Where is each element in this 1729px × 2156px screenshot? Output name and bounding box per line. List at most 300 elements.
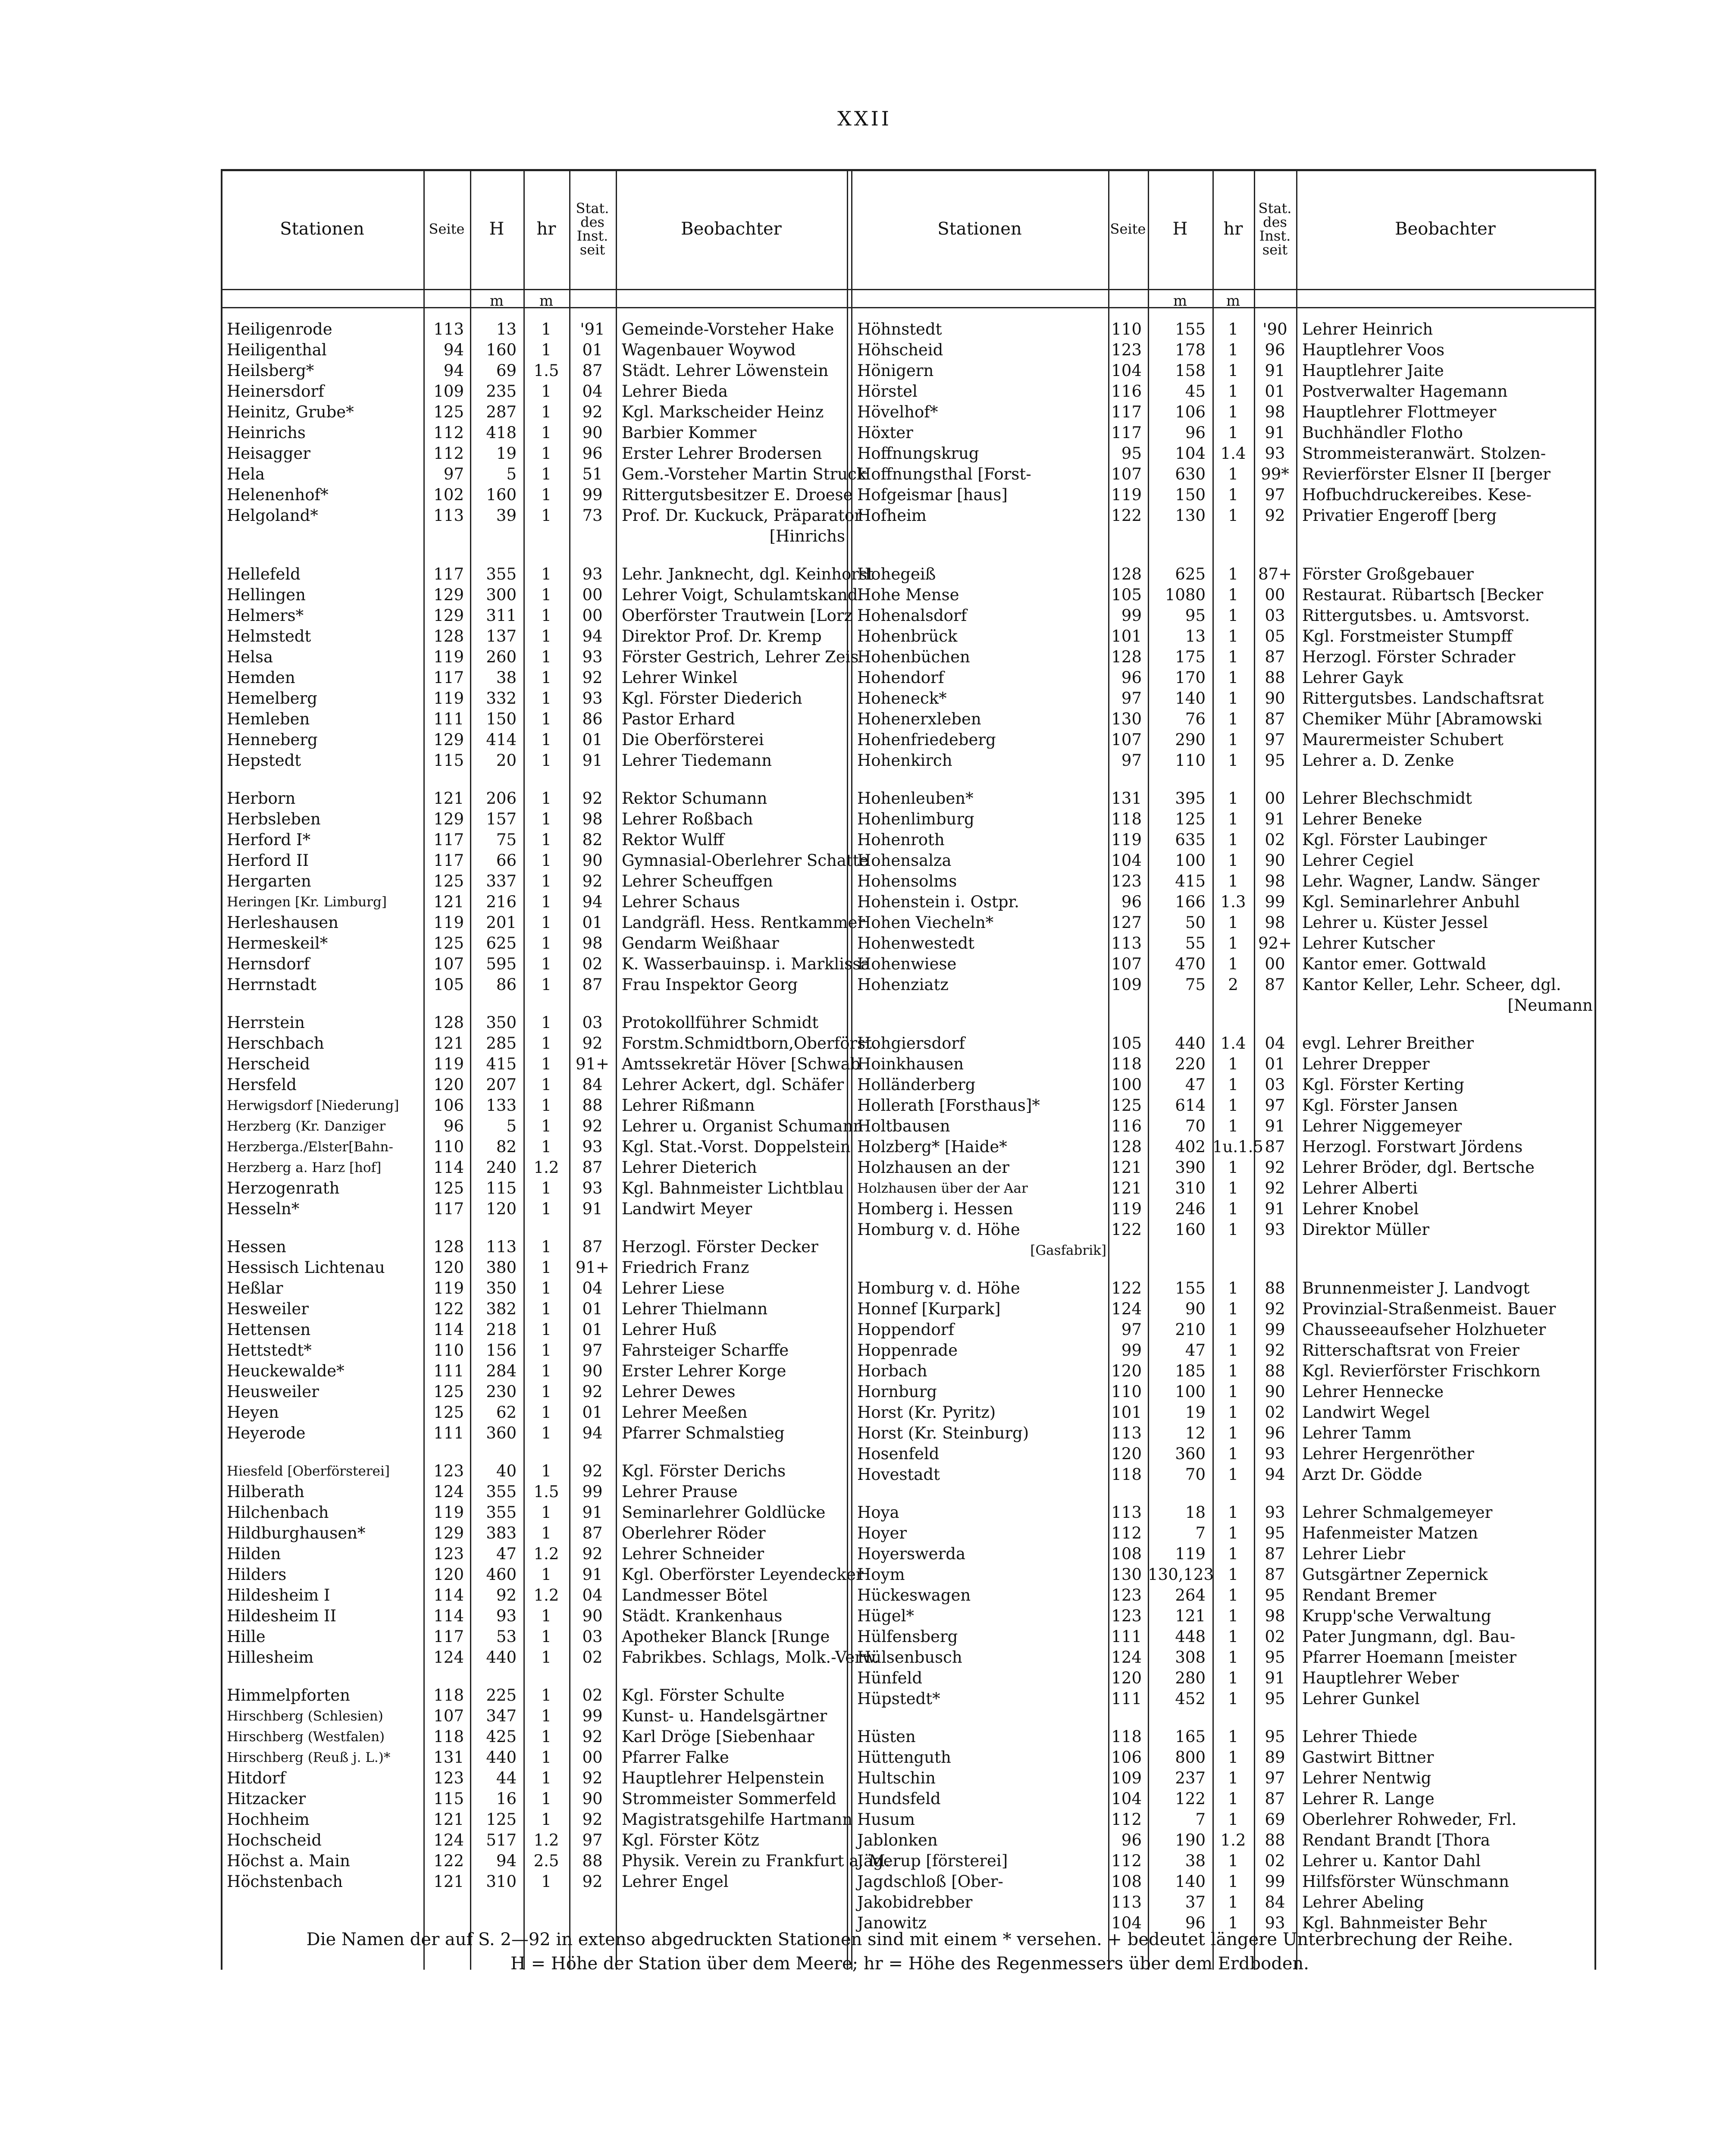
since-year-value: 96 xyxy=(582,444,603,463)
gauge-height-value: 1 xyxy=(541,1424,551,1442)
unit-hr-1: m xyxy=(1226,292,1240,310)
gauge-height-value: 1 xyxy=(1228,1669,1238,1687)
height-value: 178 xyxy=(1175,341,1206,359)
seite-value: 129 xyxy=(433,586,464,604)
table-row xyxy=(221,1278,1594,1299)
since-year-value: 87 xyxy=(582,1524,603,1542)
gauge-height-value: 1 xyxy=(1228,1300,1238,1318)
observer-name: Lehrer Dewes xyxy=(622,1382,736,1401)
since-year-value: 03 xyxy=(582,1013,603,1032)
since-year-value: 92 xyxy=(582,872,603,890)
seite-value: 100 xyxy=(1111,1075,1142,1094)
station-name: Hönigern xyxy=(857,361,934,380)
height-value: 285 xyxy=(486,1034,517,1053)
since-year-value: 84 xyxy=(582,1075,603,1094)
height-value: 160 xyxy=(1175,1220,1206,1239)
seite-value: 128 xyxy=(433,1013,464,1032)
height-value: 440 xyxy=(486,1648,517,1667)
table-row xyxy=(221,1423,1594,1444)
station-name: Hoyer xyxy=(857,1524,907,1542)
station-name: Jagdschloß [Ober- xyxy=(857,1872,1003,1891)
height-value: 460 xyxy=(486,1565,517,1584)
gauge-height-value: 1 xyxy=(541,830,551,849)
gauge-height-value: 1 xyxy=(541,934,551,953)
table-row xyxy=(221,1668,1594,1689)
seite-value: 96 xyxy=(1121,1831,1142,1849)
since-year-value: 90 xyxy=(1265,1382,1285,1401)
station-name: Hoheneck* xyxy=(857,689,947,708)
gauge-height-value: 1 xyxy=(541,1258,551,1277)
gauge-height-value: 1 xyxy=(541,955,551,973)
seite-value: 99 xyxy=(1121,1341,1142,1360)
station-name: Hildburghausen* xyxy=(227,1524,366,1542)
station-table xyxy=(221,169,1594,1970)
observer-name: Kgl. Oberförster Leyendecker xyxy=(622,1565,864,1584)
observer-name: Förster Großgebauer xyxy=(1302,565,1474,583)
table-row xyxy=(221,1444,1594,1464)
station-name: Hille xyxy=(227,1627,266,1646)
unit-h-1: m xyxy=(1173,292,1187,310)
gauge-height-value: 1 xyxy=(1228,361,1238,380)
height-value: 415 xyxy=(486,1055,517,1073)
table-row xyxy=(221,1178,1594,1199)
observer-name: Prof. Dr. Kuckuck, Präparator xyxy=(622,506,862,525)
observer-name: Städt. Krankenhaus xyxy=(622,1607,783,1625)
observer-name: Lehrer Tamm xyxy=(1302,1424,1412,1442)
observer-name: Lehrer Meeßen xyxy=(622,1403,748,1422)
height-value: 310 xyxy=(486,1872,517,1891)
table-row xyxy=(221,564,1594,585)
station-name: Herleshausen xyxy=(227,913,338,932)
seite-value: 119 xyxy=(433,689,464,708)
seite-value: 114 xyxy=(433,1320,464,1339)
seite-value: 114 xyxy=(433,1607,464,1625)
seite-value: 109 xyxy=(1111,975,1142,994)
height-value: 287 xyxy=(486,403,517,421)
seite-value: 121 xyxy=(433,1034,464,1053)
height-value: 158 xyxy=(1175,361,1206,380)
observer-name: Lehrer Gayk xyxy=(1302,668,1403,687)
height-value: 62 xyxy=(496,1403,517,1422)
observer-name: Direktor Müller xyxy=(1302,1220,1430,1239)
height-value: 100 xyxy=(1175,1382,1206,1401)
since-year-value: 95 xyxy=(1265,1689,1285,1708)
seite-value: 114 xyxy=(433,1158,464,1177)
since-year-value: 88 xyxy=(1265,668,1285,687)
observer-name: Strommeister Sommerfeld xyxy=(622,1789,836,1808)
height-value: 240 xyxy=(486,1158,517,1177)
header-seite-1: Seite xyxy=(1110,221,1146,237)
seite-value: 109 xyxy=(1111,1769,1142,1787)
since-year-value: 87 xyxy=(1265,648,1285,666)
height-value: 225 xyxy=(486,1686,517,1705)
observer-name: Kgl. Stat.-Vorst. Doppelstein xyxy=(622,1138,851,1156)
table-row xyxy=(221,319,1594,340)
footnote-line-1: Die Namen der auf S. 2—92 in extenso abgedruckten Stationen sind mit einem * versehen. + bedeutet längere Unterbrechung der Reihe. xyxy=(306,1930,1513,1949)
station-name: Hundsfeld xyxy=(857,1789,941,1808)
since-year-value: 93 xyxy=(1265,1220,1285,1239)
seite-value: 111 xyxy=(1111,1689,1142,1708)
since-year-value: 99 xyxy=(582,486,603,504)
station-name: Hünfeld xyxy=(857,1669,923,1687)
table-row xyxy=(221,1606,1594,1626)
gauge-height-value: 1u.1.5 xyxy=(1212,1138,1263,1156)
gauge-height-value: 1 xyxy=(1228,1179,1238,1197)
gauge-height-value: 1 xyxy=(1228,1403,1238,1422)
station-name: Hillesheim xyxy=(227,1648,314,1667)
since-year-value: 88 xyxy=(582,1852,603,1870)
seite-value: 120 xyxy=(1111,1669,1142,1687)
station-name: Herborn xyxy=(227,789,296,808)
table-row xyxy=(221,647,1594,667)
since-year-value: 51 xyxy=(582,465,603,483)
gauge-height-value: 1 xyxy=(541,810,551,828)
height-value: 69 xyxy=(496,361,517,380)
station-name: Janowitz xyxy=(857,1914,927,1932)
station-name: Horst (Kr. Steinburg) xyxy=(857,1424,1029,1442)
gauge-height-value: 1 xyxy=(1228,1220,1238,1239)
since-year-value: 92 xyxy=(582,1727,603,1746)
seite-value: 118 xyxy=(1111,1727,1142,1746)
since-year-value: 99 xyxy=(1265,1320,1285,1339)
gauge-height-value: 1 xyxy=(1228,1158,1238,1177)
seite-value: 112 xyxy=(1111,1524,1142,1542)
gauge-height-value: 1 xyxy=(541,1565,551,1584)
seite-value: 124 xyxy=(433,1831,464,1849)
gauge-height-value: 1.2 xyxy=(533,1831,559,1849)
observer-name: Seminarlehrer Goldlücke xyxy=(622,1503,826,1522)
seite-value: 112 xyxy=(1111,1810,1142,1829)
height-value: 625 xyxy=(486,934,517,953)
since-year-value: 92+ xyxy=(1258,934,1292,953)
since-year-value: 99 xyxy=(582,1482,603,1501)
seite-value: 117 xyxy=(433,565,464,583)
observer-name: Erster Lehrer Korge xyxy=(622,1362,786,1380)
since-year-value: 97 xyxy=(1265,1096,1285,1115)
observer-name: Gymnasial-Oberlehrer Schatte xyxy=(622,851,869,870)
station-name: Heyerode xyxy=(227,1424,306,1442)
station-name: Hildesheim II xyxy=(227,1607,337,1625)
seite-value: 111 xyxy=(433,710,464,728)
gauge-height-value: 1 xyxy=(541,1279,551,1297)
table-row xyxy=(221,750,1594,771)
table-row xyxy=(221,1402,1594,1423)
since-year-value: 90 xyxy=(582,851,603,870)
station-name: Hirschberg (Schlesien) xyxy=(227,1708,383,1724)
since-year-value: 92 xyxy=(582,1545,603,1563)
station-name: Homberg i. Hessen xyxy=(857,1200,1013,1218)
height-value: 44 xyxy=(496,1769,517,1787)
station-name: Hoffnungskrug xyxy=(857,444,979,463)
gauge-height-value: 1 xyxy=(1228,320,1238,338)
gauge-height-value: 1 xyxy=(541,1013,551,1032)
height-value: 70 xyxy=(1185,1465,1206,1484)
station-name: Herscheid xyxy=(227,1055,310,1073)
height-value: 125 xyxy=(1175,810,1206,828)
seite-value: 97 xyxy=(1121,689,1142,708)
table-row xyxy=(221,1033,1594,1054)
seite-value: 113 xyxy=(1111,934,1142,953)
height-value: 440 xyxy=(1175,1034,1206,1053)
height-value: 95 xyxy=(1185,606,1206,625)
station-name: Hernsdorf xyxy=(227,955,310,973)
observer-name: Städt. Lehrer Löwenstein xyxy=(622,361,829,380)
gauge-height-value: 1 xyxy=(541,1707,551,1725)
since-year-value: 91 xyxy=(1265,810,1285,828)
station-name: Hohenleuben* xyxy=(857,789,974,808)
observer-name: Chemiker Mühr [Abramowski xyxy=(1302,710,1542,728)
station-name: Hilberath xyxy=(227,1482,304,1501)
gauge-height-value: 1 xyxy=(541,606,551,625)
since-year-value: 92 xyxy=(1265,1300,1285,1318)
observer-name: Lehrer Dieterich xyxy=(622,1158,757,1177)
height-value: 53 xyxy=(496,1627,517,1646)
seite-value: 105 xyxy=(1111,586,1142,604)
gauge-height-value: 1 xyxy=(1228,789,1238,808)
observer-name: Herzogl. Förster Decker xyxy=(622,1238,818,1256)
table-row xyxy=(221,1647,1594,1668)
since-year-value: 95 xyxy=(1265,1648,1285,1667)
gauge-height-value: 1 xyxy=(541,913,551,932)
height-value: 1080 xyxy=(1165,586,1206,604)
seite-value: 113 xyxy=(1111,1424,1142,1442)
since-year-value: 87 xyxy=(1265,1565,1285,1584)
station-name: Herzogenrath xyxy=(227,1179,340,1197)
seite-value: 113 xyxy=(433,320,464,338)
height-value: 150 xyxy=(1175,486,1206,504)
table-row xyxy=(221,1830,1594,1851)
observer-name: Magistratsgehilfe Hartmann xyxy=(622,1810,853,1829)
seite-value: 106 xyxy=(1111,1748,1142,1767)
since-year-value: 87 xyxy=(582,361,603,380)
observer-name: Brunnenmeister J. Landvogt xyxy=(1302,1279,1530,1297)
table-row xyxy=(221,830,1594,850)
station-name: Herrstein xyxy=(227,1013,305,1032)
observer-name: Lehrer Hennecke xyxy=(1302,1382,1444,1401)
station-name: Hoppendorf xyxy=(857,1320,954,1339)
gauge-height-value: 1.3 xyxy=(1220,893,1246,911)
gauge-height-value: 1 xyxy=(541,1362,551,1380)
since-year-value: 98 xyxy=(1265,403,1285,421)
header-hr-0: hr xyxy=(536,219,556,239)
height-value: 160 xyxy=(486,486,517,504)
observer-name: Kgl. Förster Kerting xyxy=(1302,1075,1464,1094)
since-year-value: 90 xyxy=(582,1607,603,1625)
gauge-height-value: 1 xyxy=(1228,730,1238,749)
height-value: 82 xyxy=(496,1138,517,1156)
since-year-value: 93 xyxy=(582,689,603,708)
seite-value: 120 xyxy=(1111,1362,1142,1380)
seite-value: 123 xyxy=(1111,341,1142,359)
station-name: Hügel* xyxy=(857,1607,915,1625)
gauge-height-value: 1 xyxy=(1228,710,1238,728)
since-year-value: 93 xyxy=(582,565,603,583)
observer-name: Hauptlehrer Weber xyxy=(1302,1669,1459,1687)
height-value: 390 xyxy=(1175,1158,1206,1177)
height-value: 40 xyxy=(496,1462,517,1480)
table-row xyxy=(221,402,1594,423)
seite-value: 117 xyxy=(1111,423,1142,442)
gauge-height-value: 1 xyxy=(1228,565,1238,583)
seite-value: 120 xyxy=(433,1258,464,1277)
table-row xyxy=(221,1747,1594,1768)
since-year-value: 03 xyxy=(582,1627,603,1646)
observer-name: Lehrer R. Lange xyxy=(1302,1789,1435,1808)
since-year-value: 93 xyxy=(582,648,603,666)
table-row xyxy=(221,1464,1594,1485)
station-name: Hemelberg xyxy=(227,689,317,708)
height-value: 207 xyxy=(486,1075,517,1094)
since-year-value: 91 xyxy=(582,1503,603,1522)
observer-name: Kgl. Förster Jansen xyxy=(1302,1096,1458,1115)
since-year-value: 90 xyxy=(582,1362,603,1380)
height-value: 280 xyxy=(1175,1669,1206,1687)
seite-value: 123 xyxy=(1111,1607,1142,1625)
station-name: Hoym xyxy=(857,1565,905,1584)
seite-value: 117 xyxy=(433,830,464,849)
gauge-height-value: 1 xyxy=(541,1075,551,1094)
height-value: 185 xyxy=(1175,1362,1206,1380)
seite-value: 121 xyxy=(1111,1158,1142,1177)
since-year-value: 01 xyxy=(582,1320,603,1339)
station-name: Hirschberg (Reuß j. L.)* xyxy=(227,1750,391,1765)
seite-value: 110 xyxy=(1111,1382,1142,1401)
seite-value: 129 xyxy=(433,810,464,828)
since-year-value: 87 xyxy=(1265,710,1285,728)
observer-name: Hofbuchdruckereibes. Kese- xyxy=(1302,486,1532,504)
gauge-height-value: 1 xyxy=(1228,751,1238,770)
station-name: Hellefeld xyxy=(227,565,301,583)
station-name: Hohenwiese xyxy=(857,955,957,973)
table-row xyxy=(221,1299,1594,1319)
station-name: Honnef [Kurpark] xyxy=(857,1300,1001,1318)
height-value: 5 xyxy=(506,1117,517,1135)
seite-value: 118 xyxy=(1111,810,1142,828)
station-name: Hüttenguth xyxy=(857,1748,951,1767)
station-name: Hergarten xyxy=(227,872,311,890)
station-name: Hoyerswerda xyxy=(857,1545,966,1563)
height-value: 337 xyxy=(486,872,517,890)
height-value: 284 xyxy=(486,1362,517,1380)
observer-name: Lehrer Liebr xyxy=(1302,1545,1406,1563)
observer-name: Chausseeaufseher Holzhueter xyxy=(1302,1320,1546,1339)
gauge-height-value: 1 xyxy=(1228,830,1238,849)
table-row xyxy=(221,1157,1594,1178)
table-row xyxy=(221,1095,1594,1116)
height-value: 55 xyxy=(1185,934,1206,953)
since-year-value: 87+ xyxy=(1258,565,1292,583)
height-value: 230 xyxy=(486,1382,517,1401)
gauge-height-value: 1 xyxy=(541,1648,551,1667)
table-row xyxy=(221,1361,1594,1382)
station-name: Hovestadt xyxy=(857,1465,940,1484)
observer-name: Postverwalter Hagemann xyxy=(1302,382,1508,401)
seite-value: 123 xyxy=(433,1462,464,1480)
gauge-height-value: 1 xyxy=(541,444,551,463)
station-name: Hessisch Lichtenau xyxy=(227,1258,385,1277)
observer-name: Lehrer Beneke xyxy=(1302,810,1422,828)
station-name: Heiligenthal xyxy=(227,341,327,359)
observer-name: Lehrer Roßbach xyxy=(622,810,753,828)
station-name: Hepstedt xyxy=(227,751,301,770)
table-row xyxy=(221,485,1594,505)
gauge-height-value: 1 xyxy=(541,1341,551,1360)
height-value: 19 xyxy=(1185,1403,1206,1422)
seite-value: 130 xyxy=(1111,710,1142,728)
station-name: Hofgeismar [haus] xyxy=(857,486,1008,504)
height-value: 137 xyxy=(486,627,517,646)
station-name: Hoinkhausen xyxy=(857,1055,964,1073)
table-row xyxy=(221,1585,1594,1606)
height-value: 470 xyxy=(1175,955,1206,973)
seite-value: 110 xyxy=(433,1341,464,1360)
table-row xyxy=(221,1768,1594,1789)
height-value: 16 xyxy=(496,1789,517,1808)
gauge-height-value: 1 xyxy=(1228,1769,1238,1787)
observer-name: Kgl. Förster Derichs xyxy=(622,1462,786,1480)
seite-value: 107 xyxy=(1111,730,1142,749)
gauge-height-value: 1 xyxy=(1228,1445,1238,1463)
seite-value: 125 xyxy=(433,934,464,953)
since-year-value: 92 xyxy=(582,1810,603,1829)
observer-name: Landgräfl. Hess. Rentkammer xyxy=(622,913,865,932)
since-year-value: 73 xyxy=(582,506,603,525)
height-value: 360 xyxy=(1175,1445,1206,1463)
seite-value: 117 xyxy=(433,1200,464,1218)
station-name: Heiligenrode xyxy=(227,320,332,338)
since-year-value: 87 xyxy=(1265,1138,1285,1156)
seite-value: 94 xyxy=(443,341,464,359)
station-name: Herzberg a. Harz [hof] xyxy=(227,1160,382,1175)
observer-name: Lehrer Cegiel xyxy=(1302,851,1414,870)
height-value: 155 xyxy=(1175,320,1206,338)
seite-value: 122 xyxy=(433,1852,464,1870)
height-value: 414 xyxy=(486,730,517,749)
seite-value: 122 xyxy=(1111,1220,1142,1239)
seite-value: 94 xyxy=(443,361,464,380)
station-name: Horbach xyxy=(857,1362,927,1380)
gauge-height-value: 1 xyxy=(541,1200,551,1218)
station-name: Hohenwestedt xyxy=(857,934,974,953)
observer-name: Landwirt Wegel xyxy=(1302,1403,1430,1422)
gauge-height-value: 1.2 xyxy=(1220,1831,1246,1849)
observer-name: Ritterschaftsrat von Freier xyxy=(1302,1341,1519,1360)
station-name: Herbsleben xyxy=(227,810,321,828)
height-value: 47 xyxy=(1185,1075,1206,1094)
gauge-height-value: 1 xyxy=(541,1300,551,1318)
since-year-value: 90 xyxy=(582,423,603,442)
observer-name: Kgl. Markscheider Heinz xyxy=(622,403,824,421)
header-h-0: H xyxy=(489,219,504,239)
gauge-height-value: 1 xyxy=(1228,423,1238,442)
table-row xyxy=(221,1116,1594,1137)
observer-name: Rendant Bremer xyxy=(1302,1586,1437,1604)
gauge-height-value: 1 xyxy=(541,341,551,359)
seite-value: 117 xyxy=(433,668,464,687)
height-value: 452 xyxy=(1175,1689,1206,1708)
seite-value: 109 xyxy=(433,382,464,401)
seite-value: 95 xyxy=(1121,444,1142,463)
since-year-value: 92 xyxy=(582,1117,603,1135)
height-value: 7 xyxy=(1195,1524,1206,1542)
since-year-value: 97 xyxy=(582,1831,603,1849)
gauge-height-value: 1 xyxy=(541,1238,551,1256)
seite-value: 124 xyxy=(1111,1300,1142,1318)
station-name: Hohenbüchen xyxy=(857,648,970,666)
since-year-value: 00 xyxy=(582,606,603,625)
seite-value: 107 xyxy=(433,1707,464,1725)
seite-value: 118 xyxy=(433,1727,464,1746)
